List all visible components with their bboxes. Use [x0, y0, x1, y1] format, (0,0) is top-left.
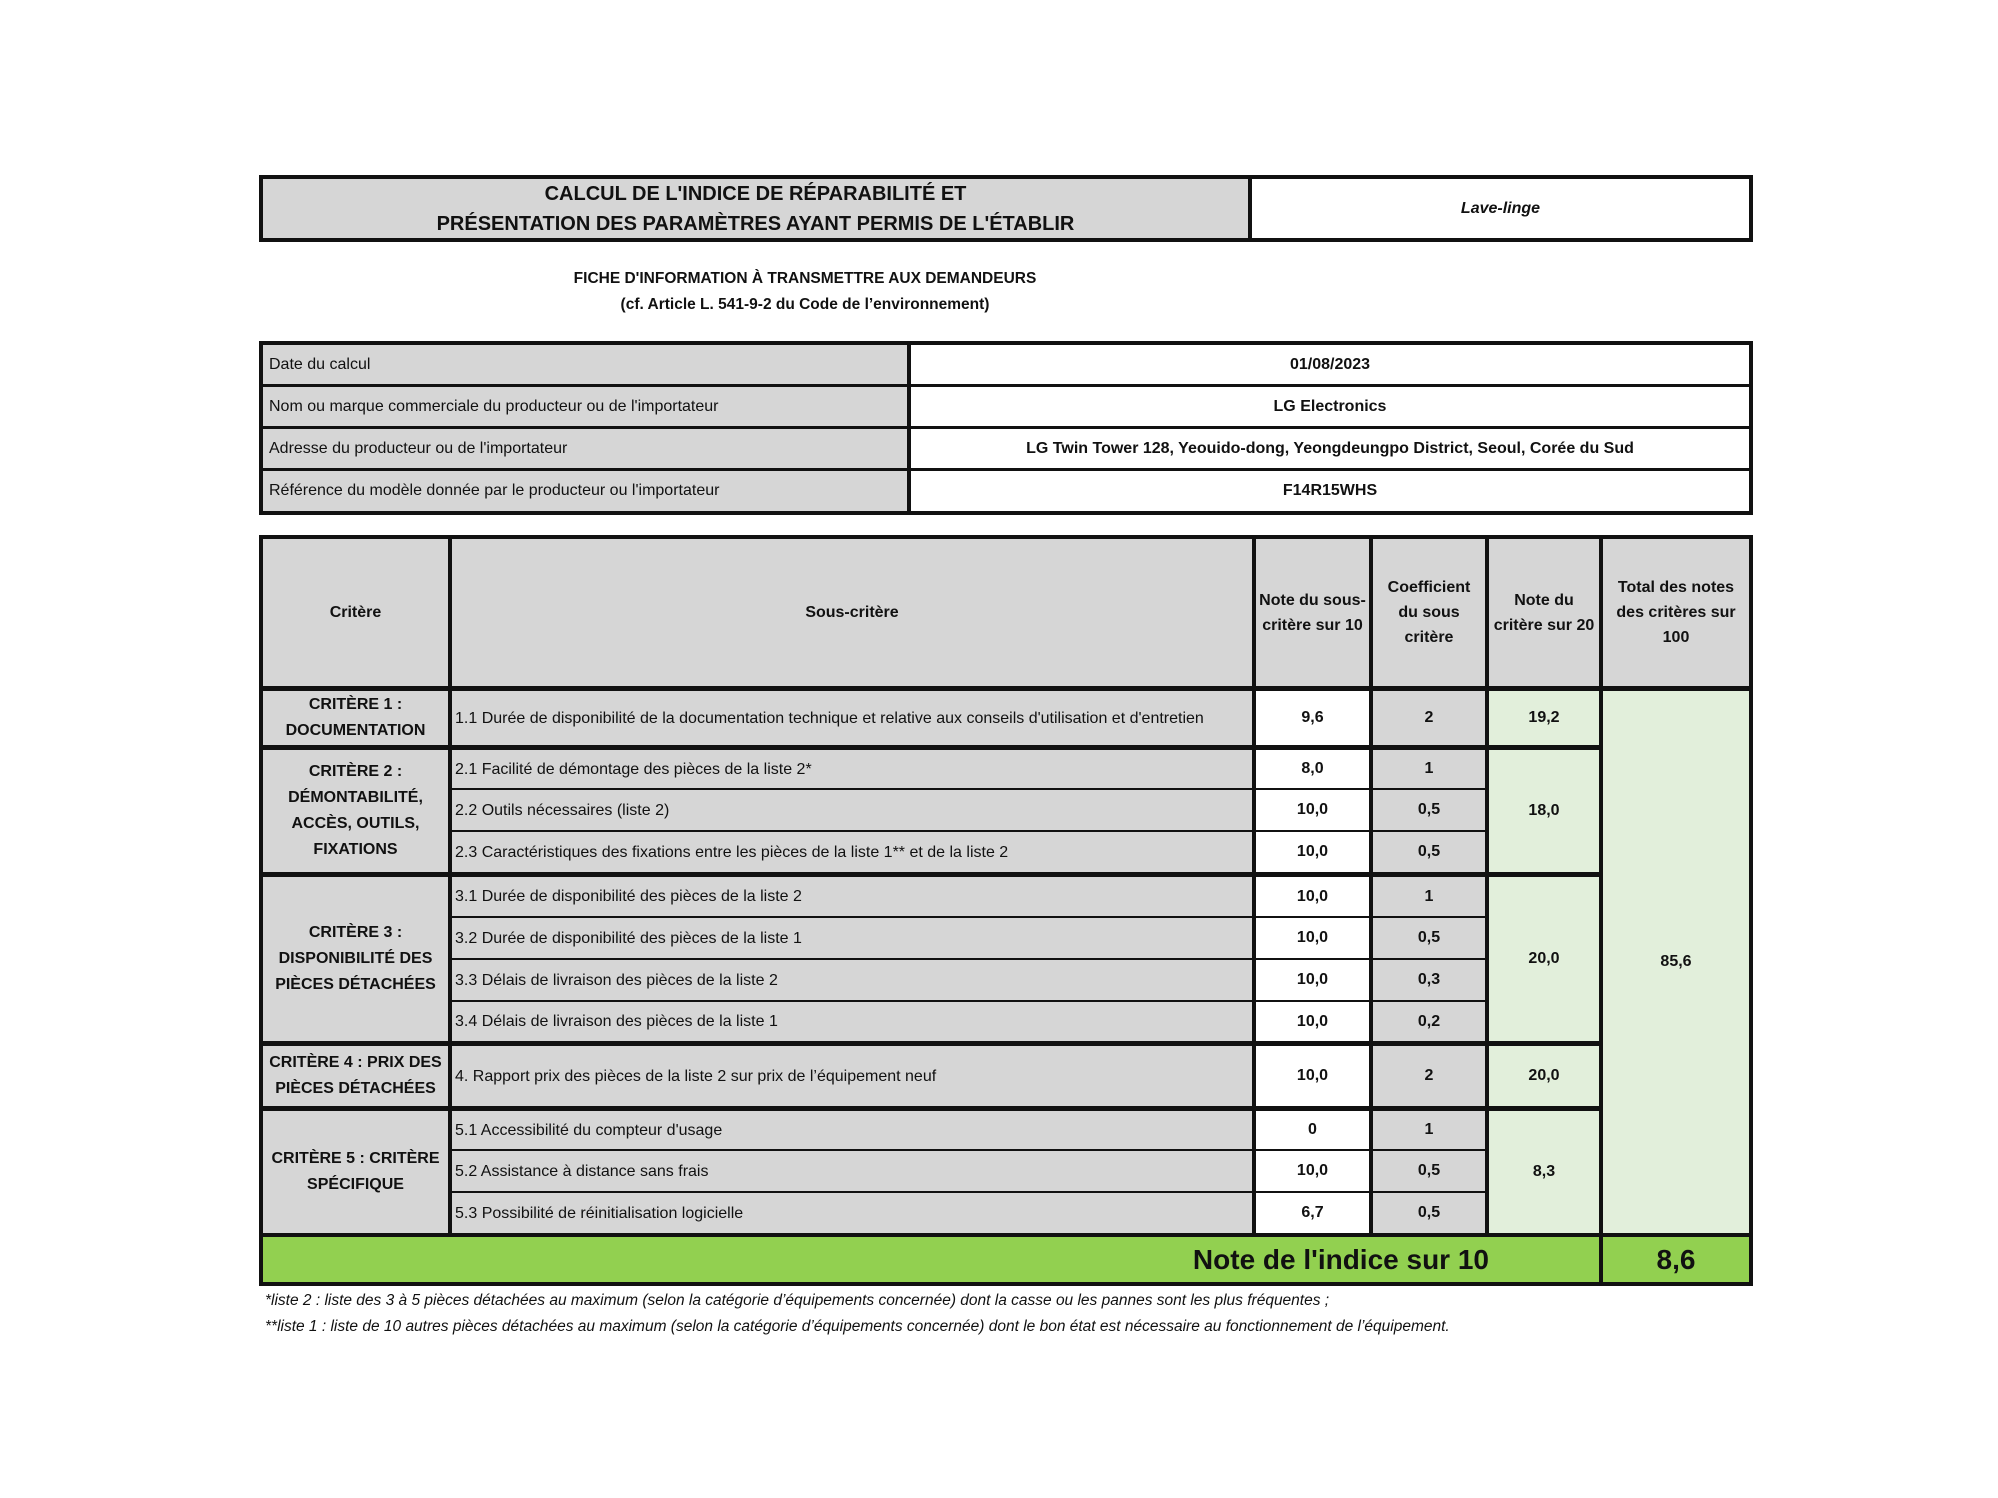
header-total: Total des notes des critères sur 100 — [1603, 539, 1749, 686]
final-index-label: Note de l'indice sur 10 — [263, 1237, 1599, 1282]
info-row-date — [263, 345, 1749, 387]
criterion-1-name: CRITÈRE 1 : DOCUMENTATION — [263, 691, 448, 745]
criterion-5-name: CRITÈRE 5 : CRITÈRE SPÉCIFIQUE — [263, 1111, 448, 1233]
criterion-3-name: CRITÈRE 3 : DISPONIBILITÉ DES PIÈCES DÉTACHÉES — [263, 877, 448, 1041]
subcriterion-2-2: 2.2 Outils nécessaires (liste 2) — [452, 790, 1252, 830]
divider — [452, 788, 1485, 790]
final-index-score: 8,6 — [1603, 1237, 1749, 1282]
criterion-3-score: 20,0 — [1489, 877, 1599, 1041]
coefficient: 0,5 — [1373, 1193, 1485, 1233]
info-row-address — [263, 429, 1749, 471]
criterion-4-score: 20,0 — [1489, 1046, 1599, 1106]
subtitle — [420, 266, 1190, 318]
coefficient: 1 — [1373, 877, 1485, 916]
coefficient: 0,3 — [1373, 960, 1485, 1000]
info-label: Nom ou marque commerciale du producteur ou de l'importateur — [263, 387, 911, 426]
coefficient: 1 — [1373, 750, 1485, 788]
coefficient: 2 — [1373, 691, 1485, 745]
divider — [448, 539, 452, 1233]
divider — [1369, 539, 1373, 1233]
footnote-liste-1: **liste 1 : liste de 10 autres pièces détachées au maximum (selon la catégorie d’équipements concernée) dont le bon état est nécessaire au fonctionnement de l’équipement. — [265, 1318, 1450, 1335]
product-category: Lave-linge — [1252, 179, 1749, 238]
info-value: 01/08/2023 — [911, 345, 1749, 384]
divider — [263, 1041, 1599, 1046]
info-table — [259, 341, 1753, 515]
sub-score: 10,0 — [1256, 1151, 1369, 1191]
coefficient: 0,5 — [1373, 918, 1485, 958]
info-label: Adresse du producteur ou de l'importateur — [263, 429, 911, 468]
sub-score: 10,0 — [1256, 877, 1369, 916]
coefficient: 0,5 — [1373, 832, 1485, 872]
divider — [452, 1149, 1485, 1151]
header-coefficient: Coefficient du sous critère — [1373, 539, 1485, 686]
sub-score: 0 — [1256, 1111, 1369, 1149]
info-value: LG Electronics — [911, 387, 1749, 426]
title-line-1: CALCUL DE L'INDICE DE RÉPARABILITÉ ET — [544, 182, 967, 205]
subcriterion-1-1: 1.1 Durée de disponibilité de la documentation technique et relative aux conseils d'utilisation et d'entretien — [452, 691, 1252, 745]
divider — [452, 916, 1485, 918]
subcriterion-5-3: 5.3 Possibilité de réinitialisation logicielle — [452, 1193, 1252, 1233]
criterion-1-score: 19,2 — [1489, 691, 1599, 745]
sub-score: 10,0 — [1256, 918, 1369, 958]
header-sub-score: Note du sous-critère sur 10 — [1256, 539, 1369, 686]
criterion-2-name: CRITÈRE 2 : DÉMONTABILITÉ, ACCÈS, OUTILS, FIXATIONS — [263, 750, 448, 872]
info-label: Référence du modèle donnée par le producteur ou l'importateur — [263, 471, 911, 511]
coefficient: 2 — [1373, 1046, 1485, 1106]
score-table — [259, 535, 1753, 1286]
divider — [452, 830, 1485, 832]
divider — [452, 958, 1485, 960]
divider — [263, 745, 1599, 750]
info-row-model — [263, 471, 1749, 511]
divider — [263, 872, 1599, 877]
subtitle-line-2: (cf. Article L. 541-9-2 du Code de l’environnement) — [620, 296, 990, 313]
footnote-liste-2: *liste 2 : liste des 3 à 5 pièces détachées au maximum (selon la catégorie d’équipements concernée) dont la casse ou les pannes sont les plus fréquentes ; — [265, 1292, 1330, 1309]
title-block — [259, 175, 1753, 242]
sub-score: 10,0 — [1256, 790, 1369, 830]
divider — [263, 686, 1749, 691]
divider — [263, 1233, 1749, 1237]
subcriterion-5-2: 5.2 Assistance à distance sans frais — [452, 1151, 1252, 1191]
criterion-5-score: 8,3 — [1489, 1111, 1599, 1233]
info-row-brand — [263, 387, 1749, 429]
header-criterion-score: Note du critère sur 20 — [1489, 539, 1599, 686]
info-label: Date du calcul — [263, 345, 911, 384]
coefficient: 1 — [1373, 1111, 1485, 1149]
footnotes — [265, 1288, 1450, 1340]
divider — [263, 1106, 1599, 1111]
subtitle-line-1: FICHE D'INFORMATION À TRANSMETTRE AUX DEMANDEURS — [573, 270, 1037, 287]
subcriterion-5-1: 5.1 Accessibilité du compteur d'usage — [452, 1111, 1252, 1149]
header-criterion: Critère — [263, 539, 448, 686]
sub-score: 6,7 — [1256, 1193, 1369, 1233]
divider — [452, 1000, 1485, 1002]
divider — [1485, 539, 1489, 1233]
sub-score: 10,0 — [1256, 1046, 1369, 1106]
sub-score: 10,0 — [1256, 960, 1369, 1000]
sub-score: 8,0 — [1256, 750, 1369, 788]
coefficient: 0,5 — [1373, 790, 1485, 830]
criterion-2-score: 18,0 — [1489, 750, 1599, 872]
divider — [1599, 539, 1603, 1282]
subcriterion-3-2: 3.2 Durée de disponibilité des pièces de la liste 1 — [452, 918, 1252, 958]
sub-score: 9,6 — [1256, 691, 1369, 745]
subcriterion-2-1: 2.1 Facilité de démontage des pièces de la liste 2* — [452, 750, 1252, 788]
total-score-100: 85,6 — [1603, 691, 1749, 1233]
subcriterion-3-1: 3.1 Durée de disponibilité des pièces de la liste 2 — [452, 877, 1252, 916]
sub-score: 10,0 — [1256, 832, 1369, 872]
header-subcriterion: Sous-critère — [452, 539, 1252, 686]
criterion-4-name: CRITÈRE 4 : PRIX DES PIÈCES DÉTACHÉES — [263, 1046, 448, 1106]
divider — [452, 1191, 1485, 1193]
info-value: LG Twin Tower 128, Yeouido-dong, Yeongdeungpo District, Seoul, Corée du Sud — [911, 429, 1749, 468]
document-title — [263, 179, 1252, 238]
subcriterion-2-3: 2.3 Caractéristiques des fixations entre les pièces de la liste 1** et de la liste 2 — [452, 832, 1252, 872]
subcriterion-4: 4. Rapport prix des pièces de la liste 2 sur prix de l’équipement neuf — [452, 1046, 1252, 1106]
title-line-2: PRÉSENTATION DES PARAMÈTRES AYANT PERMIS DE L'ÉTABLIR — [436, 212, 1075, 235]
subcriterion-3-4: 3.4 Délais de livraison des pièces de la liste 1 — [452, 1002, 1252, 1041]
sub-score: 10,0 — [1256, 1002, 1369, 1041]
coefficient: 0,5 — [1373, 1151, 1485, 1191]
subcriterion-3-3: 3.3 Délais de livraison des pièces de la liste 2 — [452, 960, 1252, 1000]
divider — [1252, 539, 1256, 1233]
coefficient: 0,2 — [1373, 1002, 1485, 1041]
info-value: F14R15WHS — [911, 471, 1749, 511]
